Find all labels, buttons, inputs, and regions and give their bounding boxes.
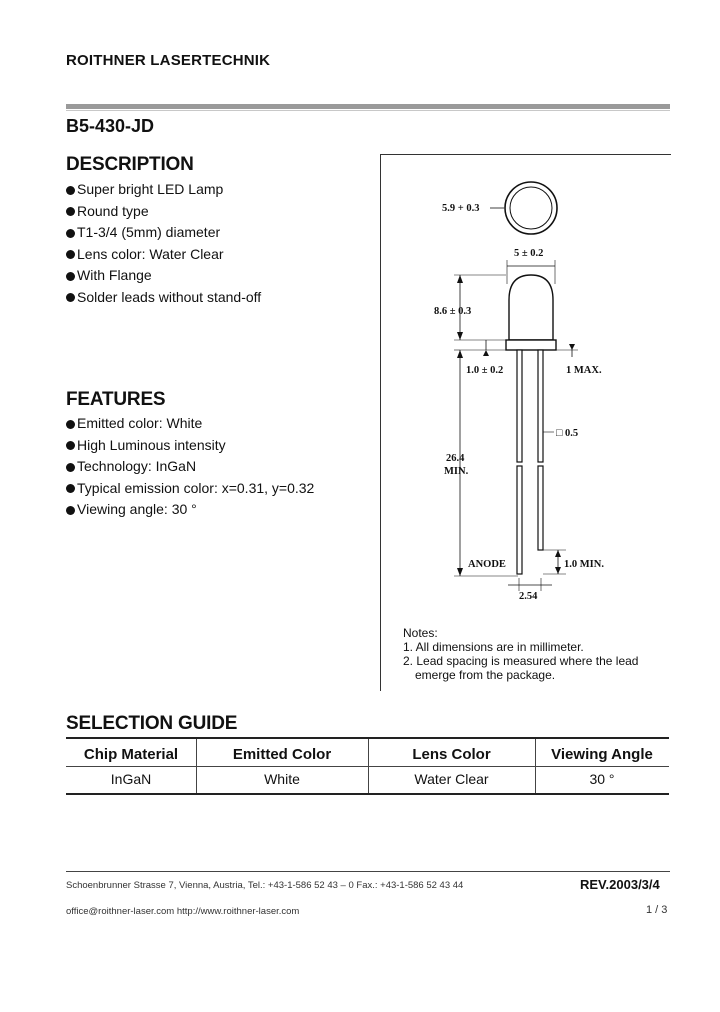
list-item: Lens color: Water Clear [66,244,261,266]
list-item: With Flange [66,265,261,287]
company-name: ROITHNER LASERTECHNIK [66,52,271,69]
list-item: Round type [66,201,261,223]
bullet-icon [66,250,75,259]
anode-label: ANODE [468,559,506,570]
dim-body-width: 5 ± 0.2 [514,248,544,259]
note-line: emerge from the package. [415,668,556,682]
dim-flange-max: 1 MAX. [566,365,602,376]
bullet-icon [66,441,75,450]
cathode-lead-upper [538,350,543,462]
table-header-lens: Lens Color [412,746,491,763]
header-rule-shadow [66,110,670,111]
dim-lead-length-min: MIN. [444,466,469,477]
bullet-icon [66,207,75,216]
arrow-icon [555,550,561,557]
list-item: Emitted color: White [66,413,314,435]
footer-contact: office@roithner-laser.com http://www.roithner-laser.com [66,906,300,917]
dim-flange: 1.0 ± 0.2 [466,365,504,376]
bullet-icon [66,293,75,302]
bullet-icon [66,463,75,472]
bullet-icon [66,229,75,238]
led-dimension-drawing [380,154,670,624]
features-heading: FEATURES [66,389,166,410]
dim-lead-length: 26.4 [446,453,465,464]
list-item: Solder leads without stand-off [66,287,261,309]
bullet-icon [66,484,75,493]
footer-rule [66,871,670,872]
notes-title: Notes: [403,626,438,640]
dim-top-diameter: 5.9 + 0.3 [442,203,480,214]
table-header-chip: Chip Material [83,746,179,763]
features-list [66,413,314,521]
revision-label: REV.2003/3/4 [580,877,660,892]
dim-lead-spacing: 2.54 [519,591,538,602]
table-bottom-rule [66,793,669,795]
anode-lead-lower [517,466,522,574]
dim-body-height: 8.6 ± 0.3 [434,306,472,317]
arrow-icon [555,567,561,574]
bullet-icon [66,186,75,195]
list-item: Typical emission color: x=0.31, y=0.32 [66,478,314,500]
page-number: 1 / 3 [646,904,668,916]
header-rule [66,104,670,109]
drawing-notes [403,626,638,682]
selection-guide-heading: SELECTION GUIDE [66,713,238,734]
arrow-icon [457,332,463,340]
description-heading: DESCRIPTION [66,154,194,175]
arrow-icon [457,350,463,358]
arrow-icon [569,344,575,350]
led-body-outline [509,275,553,340]
arrow-icon [457,568,463,576]
bullet-icon [66,506,75,515]
arrow-icon [483,350,489,356]
list-item: T1-3/4 (5mm) diameter [66,222,261,244]
led-flange [506,340,556,350]
cathode-lead-lower [538,466,543,550]
list-item: High Luminous intensity [66,435,314,457]
footer-address: Schoenbrunner Strasse 7, Vienna, Austria, Tel.: +43-1-586 52 43 – 0 Fax.: +43-1-586 52 43 44 [66,880,464,891]
dim-lead-diff: 1.0 MIN. [564,559,604,570]
list-item: Viewing angle: 30 ° [66,499,314,521]
top-view-outer [505,182,557,234]
list-item: Technology: InGaN [66,456,314,478]
table-header-color: Emitted Color [232,746,332,763]
table-cell: InGaN [110,771,152,787]
list-item: Super bright LED Lamp [66,179,261,201]
table-cell: 30 ° [589,771,615,787]
note-line: 1. All dimensions are in millimeter. [403,640,584,654]
description-list [66,179,261,308]
part-number: B5-430-JD [66,116,155,136]
dim-lead-square: □ 0.5 [556,428,579,439]
bullet-icon [66,420,75,429]
table-header-angle: Viewing Angle [551,746,653,763]
table-cell: White [264,771,300,787]
bullet-icon [66,272,75,281]
top-view-inner [510,187,552,229]
arrow-icon [457,275,463,283]
anode-lead-upper [517,350,522,462]
table-cell: Water Clear [414,771,489,787]
note-line: 2. Lead spacing is measured where the lead [403,654,639,668]
